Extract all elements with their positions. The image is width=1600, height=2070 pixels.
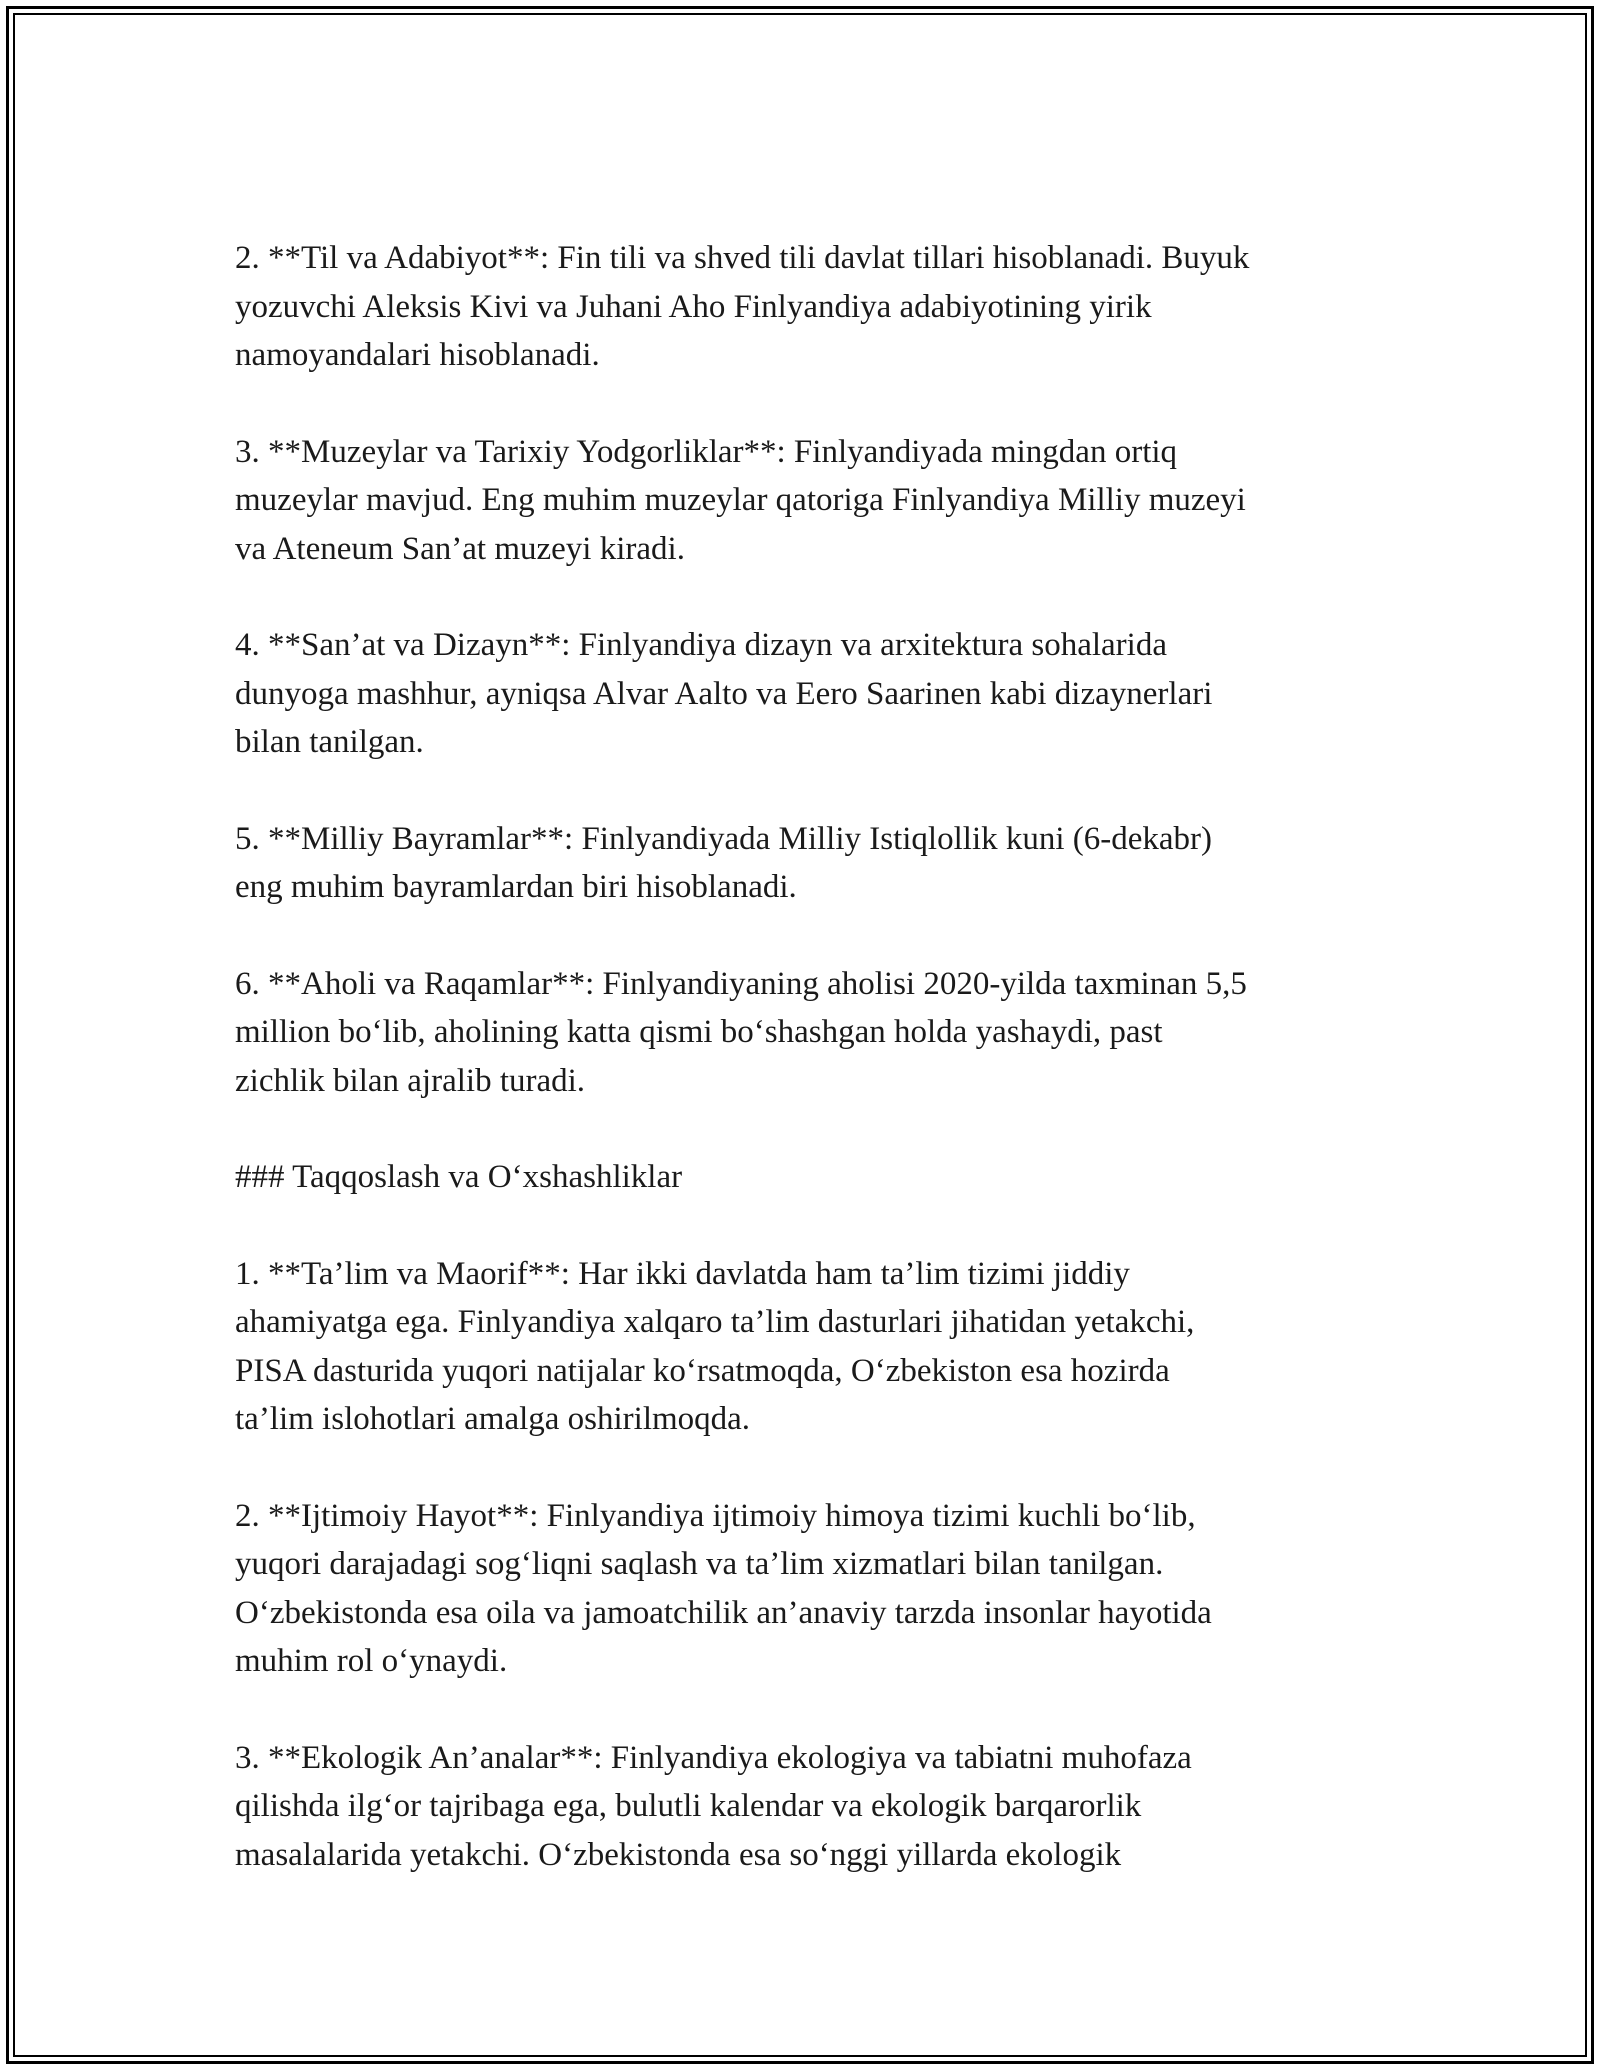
- paragraph-ijtimoiy-hayot: 2. **Ijtimoiy Hayot**: Finlyandiya ijtimoiy himoya tizimi kuchli bo‘lib, yuqori darajadagi sog‘liqni saqlash va ta’lim xizmatlari bilan tanilgan. O‘zbekistonda esa oila va jamoatchilik an’anaviy tarzda insonlar hayotida muhim rol o‘ynaydi.: [235, 1497, 1212, 1679]
- paragraph-sanat-va-dizayn: 4. **San’at va Dizayn**: Finlyandiya dizayn va arxitektura sohalarida dunyoga mashhur, ayniqsa Alvar Aalto va Eero Saarinen kabi dizaynerlari bilan tanilgan.: [235, 627, 1213, 760]
- paragraph-milliy-bayramlar: 5. **Milliy Bayramlar**: Finlyandiyada Milliy Istiqlollik kuni (6-dekabr) eng muhim bayramlardan biri hisoblanadi.: [235, 820, 1213, 905]
- section-heading-taqqoslash: ### Taqqoslash va O‘xshashliklar: [235, 1159, 683, 1195]
- document-body: [235, 234, 1385, 1879]
- paragraph-ekologik-ananalar: 3. **Ekologik An’analar**: Finlyandiya ekologiya va tabiatni muhofaza qilishda ilg‘or tajribaga ega, bulutli kalendar va ekologik barqarorlik masalalarida yetakchi. O‘zbekistonda esa so‘nggi yillarda ekologik: [235, 1739, 1192, 1873]
- paragraph-muzeylar: 3. **Muzeylar va Tarixiy Yodgorliklar**: Finlyandiyada mingdan ortiq muzeylar mavjud. Eng muhim muzeylar qatoriga Finlyandiya Milliy muzeyi va Ateneum San’at muzeyi kiradi.: [235, 433, 1246, 567]
- paragraph-talim-va-maorif: 1. **Ta’lim va Maorif**: Har ikki davlatda ham ta’lim tizimi jiddiy ahamiyatga ega. Finlyandiya xalqaro ta’lim dasturlari jihatidan yetakchi, PISA dasturida yuqori natijalar ko‘rsatmoqda, O‘zbekiston esa hozirda ta’lim islohotlari amalga oshirilmoqda.: [235, 1255, 1195, 1437]
- paragraph-til-va-adabiyot: 2. **Til va Adabiyot**: Fin tili va shved tili davlat tillari hisoblanadi. Buyuk yozuvchi Aleksis Kivi va Juhani Aho Finlyandiya adabiyotining yirik namoyandalari hisoblanadi.: [235, 240, 1250, 373]
- paragraph-aholi-va-raqamlar: 6. **Aholi va Raqamlar**: Finlyandiyaning aholisi 2020-yilda taxminan 5,5 million bo‘lib, aholining katta qismi bo‘shashgan holda yashaydi, past zichlik bilan ajralib turadi.: [235, 965, 1247, 1099]
